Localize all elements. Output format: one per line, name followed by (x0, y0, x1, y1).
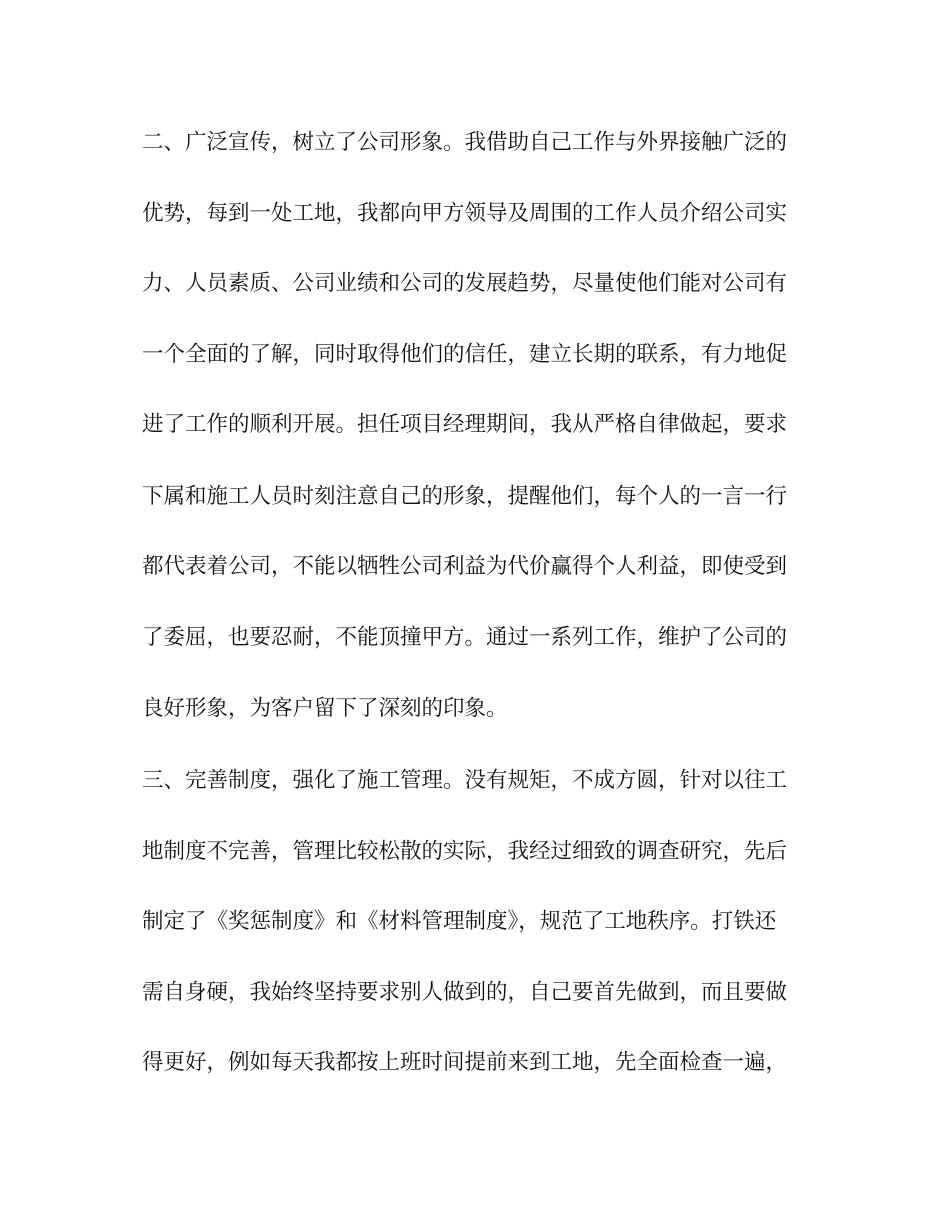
text-line: 了委屈，也要忍耐，不能顶撞甲方。通过一系列工作，维护了公司的 (142, 625, 788, 650)
text-line: 力、人员素质、公司业绩和公司的发展趋势，尽量使他们能对公司有 (142, 271, 788, 296)
text-line: 制定了《奖惩制度》和《材料管理制度》，规范了工地秩序。打铁还 (142, 909, 777, 934)
text-line: 进了工作的顺利开展。担任项目经理期间，我从严格自律做起，要求 (142, 412, 788, 437)
text-line: 地制度不完善，管理比较松散的实际，我经过细致的调查研究，先后 (142, 839, 788, 864)
text-line: 优势，每到一处工地，我都向甲方领导及周围的工作人员介绍公司实 (142, 201, 788, 226)
text-line: 一个全面的了解，同时取得他们的信任，建立长期的联系，有力地促 (142, 342, 788, 367)
text-line: 得更好，例如每天我都按上班时间提前来到工地，先全面检查一遍， (142, 1050, 788, 1075)
text-line: 下属和施工人员时刻注意自己的形象，提醒他们，每个人的一言一行 (142, 484, 788, 509)
text-line: 需自身硬，我始终坚持要求别人做到的，自己要首先做到，而且要做 (142, 980, 788, 1005)
text-line: 都代表着公司，不能以牺牲公司利益为代价赢得个人利益，即使受到 (142, 554, 788, 579)
text-line: 二、广泛宣传，树立了公司形象。我借助自己工作与外界接触广泛的 (142, 130, 788, 155)
text-line: 三、完善制度，强化了施工管理。没有规矩，不成方圆，针对以往工 (142, 768, 788, 793)
text-line: 良好形象，为客户留下了深刻的印象。 (142, 696, 508, 721)
